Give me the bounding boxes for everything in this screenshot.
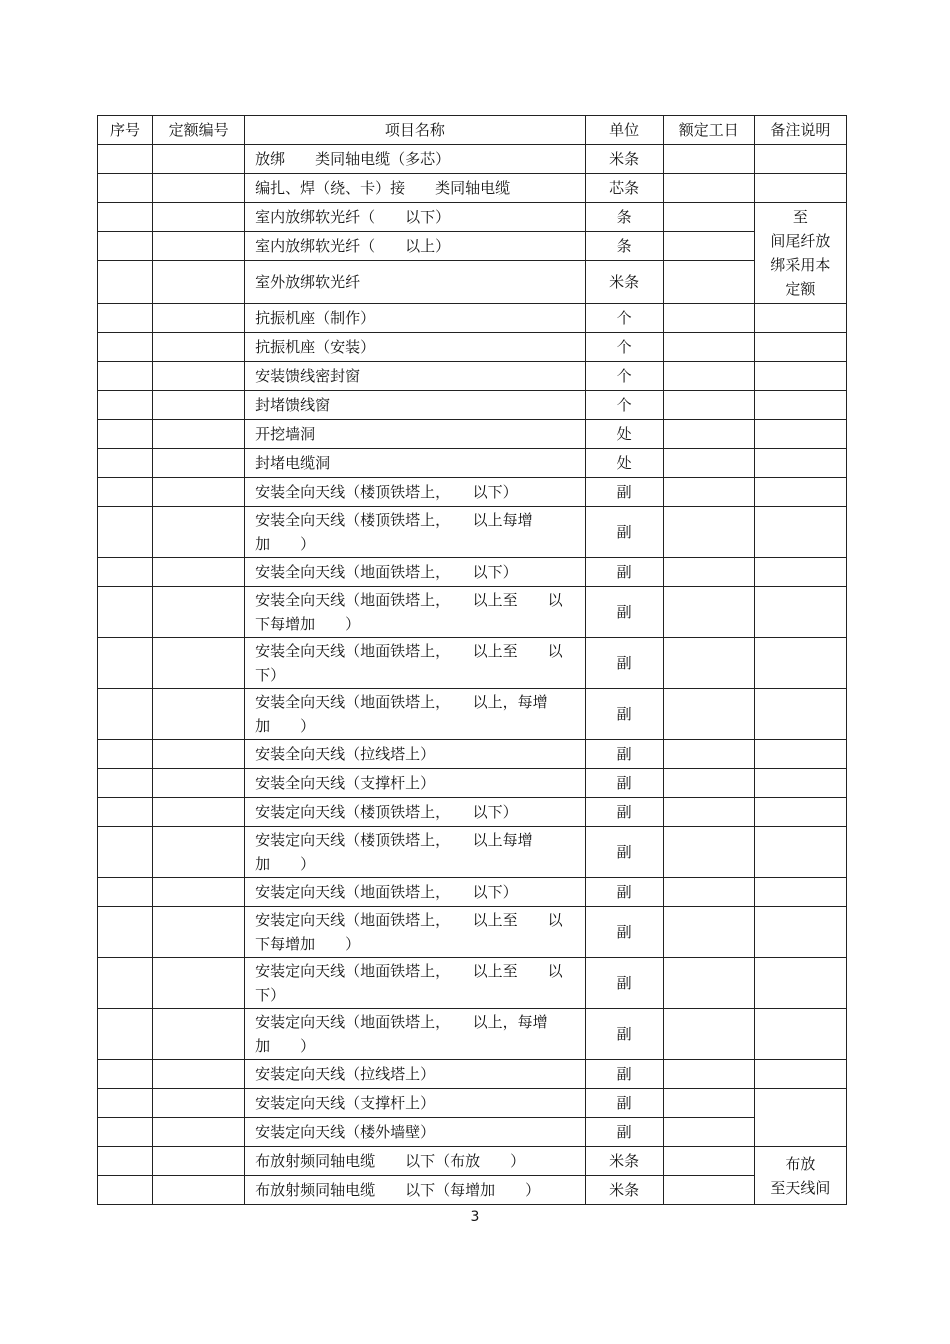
seq-cell	[98, 1060, 153, 1089]
code-cell	[153, 449, 245, 478]
note-cell	[754, 798, 846, 827]
item-name: 安装全向天线（拉线塔上）	[245, 740, 585, 769]
item-unit: 米条	[585, 261, 663, 304]
table-row	[98, 174, 847, 203]
table-row	[98, 1147, 847, 1176]
table-row	[98, 362, 847, 391]
note-cell	[754, 507, 846, 558]
table-row	[98, 507, 847, 558]
code-cell	[153, 878, 245, 907]
labor-cell	[663, 449, 754, 478]
seq-cell	[98, 1089, 153, 1118]
cable-note: 布放 至天线间	[754, 1147, 846, 1205]
note-cell	[754, 145, 846, 174]
labor-cell	[663, 145, 754, 174]
code-cell	[153, 587, 245, 638]
labor-cell	[663, 203, 754, 232]
seq-cell	[98, 333, 153, 362]
note-cell	[754, 907, 846, 958]
code-cell	[153, 740, 245, 769]
labor-cell	[663, 362, 754, 391]
header-row	[98, 116, 847, 145]
labor-cell	[663, 391, 754, 420]
labor-cell	[663, 558, 754, 587]
item-name: 开挖墙洞	[245, 420, 585, 449]
item-unit: 米条	[585, 1147, 663, 1176]
item-name: 安装定向天线（楼顶铁塔上， 以下）	[245, 798, 585, 827]
labor-cell	[663, 689, 754, 740]
seq-cell	[98, 391, 153, 420]
fiber-note: 至 间尾纤放 绑采用本 定额	[754, 203, 846, 304]
item-unit: 副	[585, 558, 663, 587]
seq-cell	[98, 638, 153, 689]
item-name: 安装全向天线（支撑杆上）	[245, 769, 585, 798]
header-name: 项目名称	[245, 116, 585, 145]
header-seq: 序号	[98, 116, 153, 145]
labor-cell	[663, 958, 754, 1009]
labor-cell	[663, 304, 754, 333]
seq-cell	[98, 304, 153, 333]
item-unit: 个	[585, 362, 663, 391]
code-cell	[153, 391, 245, 420]
item-name: 安装全向天线（地面铁塔上， 以上，每增加 ）	[245, 689, 585, 740]
labor-cell	[663, 1176, 754, 1205]
labor-cell	[663, 507, 754, 558]
item-name: 布放射频同轴电缆 以下（每增加 ）	[245, 1176, 585, 1205]
seq-cell	[98, 827, 153, 878]
table-row	[98, 907, 847, 958]
code-cell	[153, 362, 245, 391]
note-cell	[754, 587, 846, 638]
item-unit: 条	[585, 232, 663, 261]
table-row	[98, 638, 847, 689]
note-cell	[754, 1089, 846, 1147]
item-unit: 副	[585, 478, 663, 507]
seq-cell	[98, 145, 153, 174]
table-row	[98, 449, 847, 478]
item-name: 抗振机座（安装）	[245, 333, 585, 362]
labor-cell	[663, 740, 754, 769]
item-unit: 副	[585, 878, 663, 907]
labor-cell	[663, 587, 754, 638]
item-unit: 副	[585, 638, 663, 689]
item-name: 安装定向天线（地面铁塔上， 以下）	[245, 878, 585, 907]
code-cell	[153, 420, 245, 449]
item-name: 封堵电缆洞	[245, 449, 585, 478]
seq-cell	[98, 174, 153, 203]
item-unit: 个	[585, 391, 663, 420]
note-cell	[754, 958, 846, 1009]
item-unit: 米条	[585, 145, 663, 174]
seq-cell	[98, 878, 153, 907]
labor-cell	[663, 878, 754, 907]
header-note: 备注说明	[754, 116, 846, 145]
item-name: 布放射频同轴电缆 以下（布放 ）	[245, 1147, 585, 1176]
item-unit: 副	[585, 740, 663, 769]
table-row	[98, 261, 847, 304]
code-cell	[153, 769, 245, 798]
labor-cell	[663, 232, 754, 261]
code-cell	[153, 827, 245, 878]
note-cell	[754, 333, 846, 362]
seq-cell	[98, 1176, 153, 1205]
seq-cell	[98, 958, 153, 1009]
table-row	[98, 1118, 847, 1147]
note-cell	[754, 1009, 846, 1060]
table-row	[98, 798, 847, 827]
item-unit: 米条	[585, 1176, 663, 1205]
table-row	[98, 827, 847, 878]
labor-cell	[663, 420, 754, 449]
item-unit: 条	[585, 203, 663, 232]
seq-cell	[98, 420, 153, 449]
item-name: 安装全向天线（地面铁塔上， 以上至 以下每增加 ）	[245, 587, 585, 638]
header-unit: 单位	[585, 116, 663, 145]
item-name: 放绑 类同轴电缆（多芯）	[245, 145, 585, 174]
seq-cell	[98, 798, 153, 827]
code-cell	[153, 638, 245, 689]
table-row	[98, 145, 847, 174]
seq-cell	[98, 1118, 153, 1147]
table-row	[98, 1176, 847, 1205]
code-cell	[153, 689, 245, 740]
item-unit: 副	[585, 587, 663, 638]
seq-cell	[98, 769, 153, 798]
item-name: 安装全向天线（地面铁塔上， 以下）	[245, 558, 585, 587]
seq-cell	[98, 507, 153, 558]
code-cell	[153, 958, 245, 1009]
table-row	[98, 769, 847, 798]
item-unit: 副	[585, 1009, 663, 1060]
labor-cell	[663, 827, 754, 878]
code-cell	[153, 203, 245, 232]
table-row	[98, 878, 847, 907]
item-name: 安装定向天线（楼外墙壁）	[245, 1118, 585, 1147]
table-row	[98, 333, 847, 362]
code-cell	[153, 1089, 245, 1118]
note-cell	[754, 769, 846, 798]
item-unit: 副	[585, 798, 663, 827]
code-cell	[153, 798, 245, 827]
code-cell	[153, 1118, 245, 1147]
code-cell	[153, 1176, 245, 1205]
note-cell	[754, 1060, 846, 1089]
note-cell	[754, 420, 846, 449]
item-unit: 副	[585, 827, 663, 878]
item-name: 室外放绑软光纤	[245, 261, 585, 304]
item-unit: 副	[585, 769, 663, 798]
labor-cell	[663, 1118, 754, 1147]
code-cell	[153, 507, 245, 558]
seq-cell	[98, 558, 153, 587]
page-number: 3	[470, 1209, 480, 1225]
item-name: 安装全向天线（地面铁塔上， 以上至 以下）	[245, 638, 585, 689]
labor-cell	[663, 1147, 754, 1176]
item-name: 安装馈线密封窗	[245, 362, 585, 391]
table-row	[98, 203, 847, 232]
note-cell	[754, 391, 846, 420]
labor-cell	[663, 1009, 754, 1060]
labor-cell	[663, 798, 754, 827]
seq-cell	[98, 232, 153, 261]
seq-cell	[98, 261, 153, 304]
item-unit: 副	[585, 958, 663, 1009]
code-cell	[153, 558, 245, 587]
code-cell	[153, 145, 245, 174]
seq-cell	[98, 1009, 153, 1060]
seq-cell	[98, 203, 153, 232]
item-name: 安装定向天线（楼顶铁塔上， 以上每增加 ）	[245, 827, 585, 878]
seq-cell	[98, 478, 153, 507]
header-labor: 额定工日	[663, 116, 754, 145]
table-row	[98, 958, 847, 1009]
item-name: 安装定向天线（拉线塔上）	[245, 1060, 585, 1089]
code-cell	[153, 232, 245, 261]
item-name: 室内放绑软光纤（ 以下）	[245, 203, 585, 232]
code-cell	[153, 261, 245, 304]
item-unit: 处	[585, 449, 663, 478]
seq-cell	[98, 907, 153, 958]
note-cell	[754, 740, 846, 769]
item-unit: 副	[585, 907, 663, 958]
code-cell	[153, 1009, 245, 1060]
table-row	[98, 478, 847, 507]
seq-cell	[98, 1147, 153, 1176]
code-cell	[153, 1060, 245, 1089]
item-unit: 个	[585, 333, 663, 362]
labor-cell	[663, 1089, 754, 1118]
labor-cell	[663, 174, 754, 203]
labor-cell	[663, 1060, 754, 1089]
note-cell	[754, 558, 846, 587]
table-row	[98, 420, 847, 449]
item-name: 安装定向天线（地面铁塔上， 以上至 以下每增加 ）	[245, 907, 585, 958]
seq-cell	[98, 449, 153, 478]
labor-cell	[663, 638, 754, 689]
quota-table	[97, 115, 847, 1205]
table-row	[98, 740, 847, 769]
item-unit: 个	[585, 304, 663, 333]
item-unit: 芯条	[585, 174, 663, 203]
item-name: 编扎、焊（绕、卡）接 类同轴电缆	[245, 174, 585, 203]
item-unit: 副	[585, 689, 663, 740]
table-row	[98, 558, 847, 587]
table-row	[98, 391, 847, 420]
note-cell	[754, 638, 846, 689]
note-cell	[754, 362, 846, 391]
item-unit: 副	[585, 507, 663, 558]
note-cell	[754, 449, 846, 478]
table-row	[98, 1009, 847, 1060]
note-cell	[754, 304, 846, 333]
labor-cell	[663, 907, 754, 958]
code-cell	[153, 907, 245, 958]
seq-cell	[98, 362, 153, 391]
note-cell	[754, 827, 846, 878]
seq-cell	[98, 689, 153, 740]
code-cell	[153, 478, 245, 507]
labor-cell	[663, 333, 754, 362]
note-cell	[754, 478, 846, 507]
item-unit: 副	[585, 1089, 663, 1118]
table-row	[98, 1089, 847, 1118]
code-cell	[153, 333, 245, 362]
item-name: 抗振机座（制作）	[245, 304, 585, 333]
item-unit: 副	[585, 1118, 663, 1147]
item-name: 安装定向天线（支撑杆上）	[245, 1089, 585, 1118]
labor-cell	[663, 261, 754, 304]
item-name: 安装全向天线（楼顶铁塔上， 以上每增加 ）	[245, 507, 585, 558]
seq-cell	[98, 740, 153, 769]
note-cell	[754, 689, 846, 740]
item-name: 封堵馈线窗	[245, 391, 585, 420]
code-cell	[153, 304, 245, 333]
item-unit: 处	[585, 420, 663, 449]
item-name: 安装定向天线（地面铁塔上， 以上至 以下）	[245, 958, 585, 1009]
item-name: 室内放绑软光纤（ 以上）	[245, 232, 585, 261]
item-name: 安装定向天线（地面铁塔上， 以上，每增加 ）	[245, 1009, 585, 1060]
table-row	[98, 232, 847, 261]
table-row	[98, 587, 847, 638]
labor-cell	[663, 478, 754, 507]
header-code: 定额编号	[153, 116, 245, 145]
item-name: 安装全向天线（楼顶铁塔上， 以下）	[245, 478, 585, 507]
seq-cell	[98, 587, 153, 638]
table-row	[98, 304, 847, 333]
labor-cell	[663, 769, 754, 798]
note-cell	[754, 878, 846, 907]
code-cell	[153, 174, 245, 203]
item-unit: 副	[585, 1060, 663, 1089]
note-cell	[754, 174, 846, 203]
code-cell	[153, 1147, 245, 1176]
table-row	[98, 1060, 847, 1089]
table-row	[98, 689, 847, 740]
